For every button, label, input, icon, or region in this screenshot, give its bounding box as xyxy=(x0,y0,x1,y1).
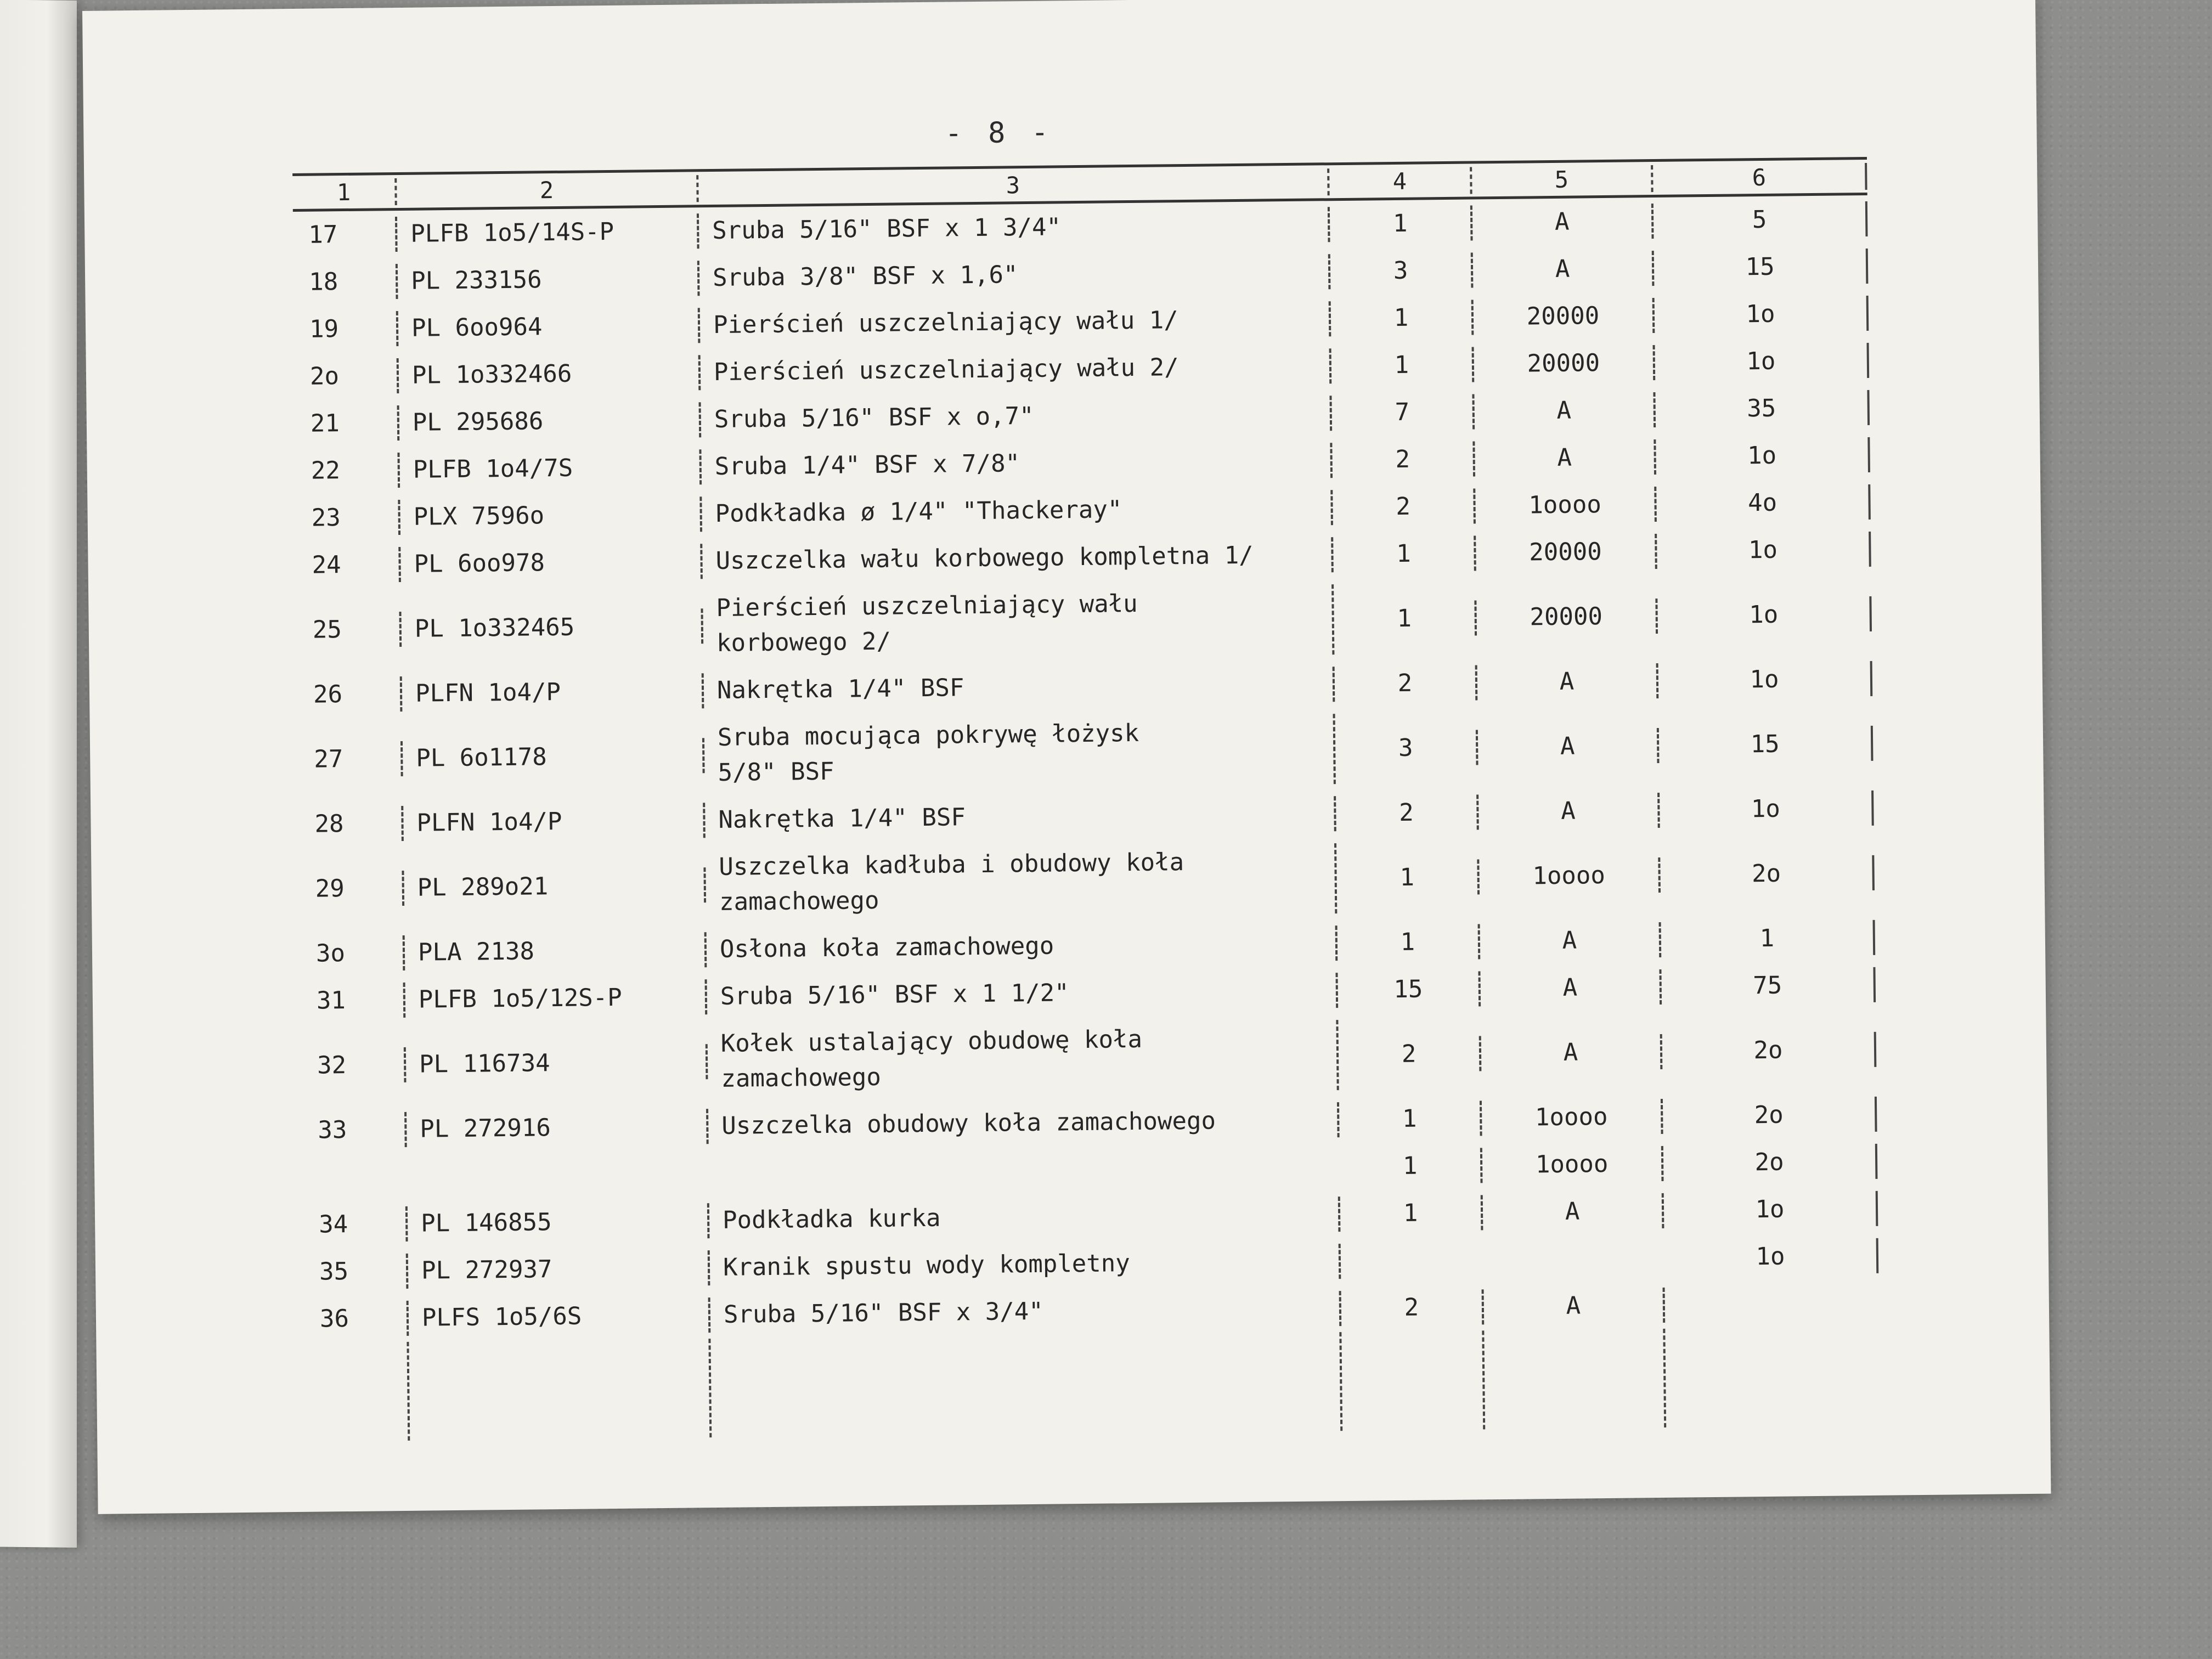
col-4-value xyxy=(1341,1260,1483,1261)
part-code: PL 116734 xyxy=(406,1044,708,1082)
part-code: PLFS 1o5/6S xyxy=(409,1297,711,1336)
table-row xyxy=(298,702,1874,801)
part-description: Sruba 5/16" BSF x 3/4" xyxy=(710,1291,1342,1333)
part-code: PL 146855 xyxy=(408,1203,710,1242)
row-number: 34 xyxy=(303,1206,408,1243)
col-4-value: 1 xyxy=(1336,859,1480,896)
part-description: Podkładka ø 1/4" "Thackeray" xyxy=(702,490,1333,532)
part-description: Sruba 5/16" BSF x 1 3/4" xyxy=(699,207,1330,249)
col-5-value: 1oooo xyxy=(1482,1099,1663,1136)
part-code: PLX 7596o xyxy=(400,496,702,535)
part-code xyxy=(407,1173,709,1177)
part-description: Sruba 5/16" BSF x o,7" xyxy=(701,396,1333,437)
col-6-value: 1o xyxy=(1658,661,1873,698)
row-number: 27 xyxy=(298,741,403,777)
page-number: - 8 - xyxy=(945,116,1053,150)
col-4-value: 2 xyxy=(1341,1289,1485,1326)
header-col-2: 2 xyxy=(397,175,698,205)
footer-col-3 xyxy=(710,1332,1342,1437)
col-4-value: 1 xyxy=(1331,300,1474,336)
col-6-value: 75 xyxy=(1661,967,1876,1005)
footer-col-1 xyxy=(304,1342,410,1442)
row-number: 18 xyxy=(294,264,398,300)
table-row xyxy=(300,832,1875,930)
col-4-value: 1 xyxy=(1334,600,1477,637)
part-code: PL 272916 xyxy=(407,1109,709,1147)
part-description: Uszczelka obudowy koła zamachowego xyxy=(708,1102,1340,1144)
row-number: 35 xyxy=(304,1254,409,1290)
header-col-3: 3 xyxy=(698,168,1329,202)
col-6-value: 2o xyxy=(1660,855,1875,893)
col-6-value: 2o xyxy=(1662,1032,1877,1069)
col-6-value: 1 xyxy=(1661,920,1876,957)
col-6-value: 35 xyxy=(1655,390,1870,427)
part-description: Pierścień uszczelniający wału korbowego 2/ xyxy=(703,584,1334,661)
col-6-value: 4o xyxy=(1656,484,1871,522)
part-description: Uszczelka wału korbowego kompletna 1/ xyxy=(702,537,1334,579)
table-row xyxy=(297,573,1872,672)
col-4-value: 3 xyxy=(1335,730,1479,766)
part-description: Sruba 1/4" BSF x 7/8" xyxy=(701,443,1333,484)
table-body xyxy=(293,195,1879,1343)
header-col-1: 1 xyxy=(292,178,397,206)
col-5-value: 1oooo xyxy=(1479,857,1661,894)
col-6-value: 1o xyxy=(1655,343,1870,380)
part-code: PL 272937 xyxy=(408,1250,710,1289)
col-5-value: 1oooo xyxy=(1482,1146,1664,1183)
row-number: 17 xyxy=(293,217,398,253)
col-5-value: 20000 xyxy=(1474,298,1655,335)
part-description: Sruba mocująca pokrywę łożysk 5/8" BSF xyxy=(704,714,1336,791)
col-5-value: 20000 xyxy=(1474,345,1656,382)
table-row xyxy=(301,1008,1876,1107)
col-6-value: 1o xyxy=(1660,791,1874,828)
part-description: Kranik spustu wody kompletny xyxy=(710,1244,1341,1285)
part-code: PLFB 1o4/7S xyxy=(399,449,702,488)
part-description: Uszczelka kadłuba i obudowy koła zamachowego xyxy=(706,843,1337,920)
col-6-value xyxy=(1665,1303,1879,1305)
footer-col-4 xyxy=(1341,1330,1485,1431)
col-4-value: 2 xyxy=(1339,1036,1482,1073)
col-6-value: 1o xyxy=(1655,296,1869,333)
col-5-value: 20000 xyxy=(1476,599,1658,635)
col-4-value: 1 xyxy=(1330,205,1473,242)
col-6-value: 2o xyxy=(1663,1097,1877,1134)
part-description xyxy=(709,1167,1340,1173)
col-5-value: A xyxy=(1478,728,1660,765)
part-code: PL 1o332465 xyxy=(401,608,703,647)
row-number: 25 xyxy=(297,612,402,648)
part-code: PL 6oo978 xyxy=(400,544,703,582)
col-5-value: A xyxy=(1480,969,1662,1006)
row-number: 21 xyxy=(295,405,400,442)
col-4-value: 1 xyxy=(1331,347,1475,383)
col-4-value: 2 xyxy=(1336,794,1479,831)
col-4-value: 1 xyxy=(1339,1101,1482,1137)
col-4-value: 15 xyxy=(1338,971,1481,1008)
col-5-value: A xyxy=(1483,1193,1664,1230)
col-4-value: 3 xyxy=(1330,252,1474,289)
col-5-value: 1oooo xyxy=(1475,487,1657,523)
part-code: PL 1o332466 xyxy=(399,355,701,393)
col-4-value: 2 xyxy=(1332,441,1475,478)
col-6-value: 2o xyxy=(1663,1144,1878,1181)
row-number: 33 xyxy=(302,1112,407,1148)
col-6-value: 1o xyxy=(1657,596,1872,634)
col-5-value: A xyxy=(1473,251,1655,287)
col-5-value: A xyxy=(1474,392,1656,429)
part-code: PLA 2138 xyxy=(405,932,707,970)
col-4-value: 1 xyxy=(1340,1148,1483,1184)
row-number: 29 xyxy=(300,871,404,907)
part-description: Podkładka kurka xyxy=(709,1197,1341,1238)
header-col-4: 4 xyxy=(1329,167,1472,195)
row-number: 3o xyxy=(301,935,405,972)
col-6-value: 1o xyxy=(1657,532,1871,569)
part-description: Kołek ustalający obudowę koła zamachowego xyxy=(707,1020,1339,1097)
col-5-value xyxy=(1483,1258,1664,1260)
header-col-6: 6 xyxy=(1653,162,1867,191)
part-description: Osłona koła zamachowego xyxy=(707,926,1338,967)
part-code: PL 6o1178 xyxy=(403,738,705,776)
col-5-value: A xyxy=(1479,793,1660,830)
col-4-value: 2 xyxy=(1333,488,1476,525)
col-6-value: 1o xyxy=(1664,1191,1878,1228)
part-code: PLFN 1o4/P xyxy=(403,803,706,841)
row-number: 23 xyxy=(296,500,400,536)
table-footer-space xyxy=(304,1327,1880,1442)
part-code: PL 6oo964 xyxy=(398,308,701,346)
row-number: 19 xyxy=(294,311,399,347)
part-code: PL 233156 xyxy=(398,261,700,299)
row-number: 32 xyxy=(302,1047,407,1084)
part-code: PLFB 1o5/14S-P xyxy=(397,213,699,252)
col-4-value: 2 xyxy=(1335,665,1478,702)
part-description: Sruba 5/16" BSF x 1 1/2" xyxy=(707,973,1339,1014)
row-number: 26 xyxy=(298,676,403,713)
part-description: Pierścień uszczelniający wału 2/ xyxy=(701,348,1332,390)
row-number: 31 xyxy=(301,983,406,1019)
col-5-value: 20000 xyxy=(1476,534,1657,571)
col-4-value: 7 xyxy=(1331,394,1475,431)
row-number: 24 xyxy=(296,547,401,583)
parts-table xyxy=(292,157,1880,1442)
part-code: PL 295686 xyxy=(399,402,702,441)
col-6-value: 15 xyxy=(1654,249,1869,286)
footer-col-6 xyxy=(1665,1327,1880,1427)
part-description: Nakrętka 1/4" BSF xyxy=(705,796,1336,838)
col-5-value: A xyxy=(1472,204,1654,240)
col-5-value: A xyxy=(1475,439,1656,476)
part-description: Pierścień uszczelniający wału 1/ xyxy=(700,301,1331,343)
document-page xyxy=(82,0,2051,1514)
col-4-value: 1 xyxy=(1333,535,1476,572)
part-code: PLFB 1o5/12S-P xyxy=(405,979,708,1018)
col-4-value: 1 xyxy=(1340,1195,1483,1232)
col-4-value: 1 xyxy=(1338,924,1481,961)
part-description: Nakrętka 1/4" BSF xyxy=(704,667,1335,708)
left-page-edge xyxy=(0,0,77,1548)
row-number: 22 xyxy=(295,453,400,489)
col-6-value: 1o xyxy=(1664,1238,1879,1276)
col-5-value: A xyxy=(1484,1288,1666,1324)
col-6-value: 1o xyxy=(1656,437,1870,475)
footer-col-2 xyxy=(409,1339,712,1441)
row-number xyxy=(303,1177,407,1178)
row-number: 36 xyxy=(304,1301,409,1337)
col-6-value: 15 xyxy=(1659,726,1874,763)
col-5-value: A xyxy=(1480,922,1662,959)
col-6-value: 5 xyxy=(1654,201,1868,239)
header-col-5: 5 xyxy=(1472,165,1653,194)
row-number: 2o xyxy=(295,358,399,394)
row-number: 28 xyxy=(299,806,404,842)
footer-col-5 xyxy=(1484,1329,1666,1429)
col-5-value: A xyxy=(1477,663,1659,700)
part-description: Sruba 3/8" BSF x 1,6" xyxy=(699,254,1331,296)
col-5-value: A xyxy=(1481,1034,1663,1071)
part-code: PL 289o21 xyxy=(404,867,706,906)
part-code: PLFN 1o4/P xyxy=(402,673,704,712)
